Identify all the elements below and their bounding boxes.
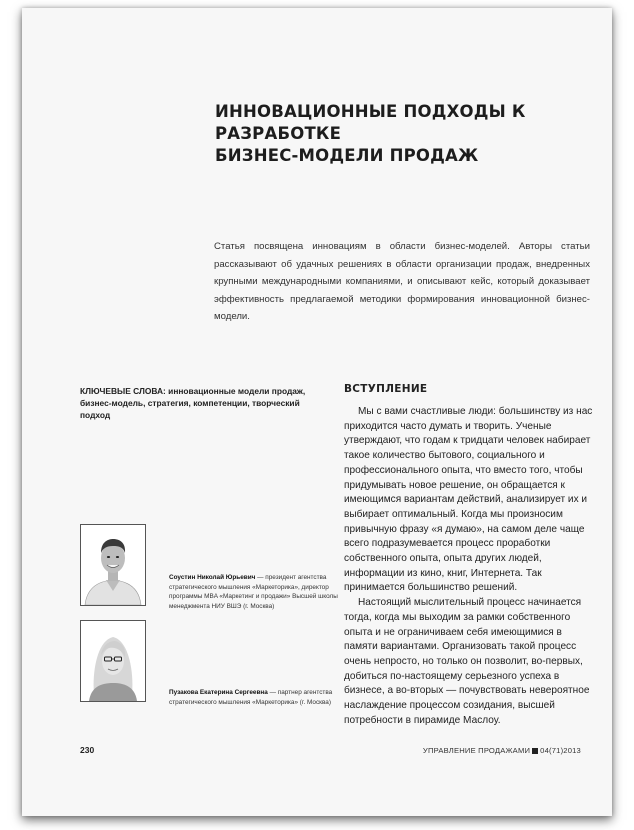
page-number: 230 <box>80 745 95 755</box>
article-abstract: Статья посвящена инновациям в области бизнес-моделей. Авторы статьи рассказывают об удачных решениях в области организации продаж, внедренных крупными международными компаниями, и описывают кейс, который доказывает эффективность предлагаемой методики формирования инновационной бизнес-модели. <box>214 241 590 323</box>
author-info-2 <box>169 688 339 707</box>
intro-paragraph-1: Мы с вами счастливые люди: большинству из нас приходится часто думать и творить. Ученые утверждают, что годам к тридцати человек набирает такое количество бытового, социального и профессионального опыта, что вместо того, чтобы придумывать новое решение, он обращается к имеющимся вариантам действий, анализирует их и выбирает оптимальный. Когда мы произносим привычную фразу «я думаю», на самом деле чаще всего подразумевается процесс проработки собственного опыта, опыта других людей, информации из кино, книг, Интернета. Так принимается большинство решений. <box>344 406 593 594</box>
intro-body <box>344 405 596 728</box>
author-photo-2 <box>80 620 146 702</box>
square-separator-icon <box>532 748 538 754</box>
author-photo-1 <box>80 524 146 606</box>
journal-name: УПРАВЛЕНИЕ ПРОДАЖАМИ <box>422 746 531 755</box>
keywords-block <box>80 385 330 421</box>
author-name-1: Соустин Николай Юрьевич <box>169 574 256 581</box>
intro-paragraph-2: Настоящий мыслительный процесс начинается тогда, когда мы выходим за рамки собственного опыта и не ограничиваем себя имеющимися в памяти вариантами. Организовать такой процесс очень непросто, но только он позволит, во-первых, добиться по-настоящему серьезного успеха в бизнесе, а во-вторых — почувствовать невероятное наслаждение процессом созидания, высшей потребности в пирамиде Маслоу. <box>344 597 590 726</box>
article-title-line-1: ИННОВАЦИОННЫЕ ПОДХОДЫ К РАЗРАБОТКЕ <box>215 102 526 143</box>
journal-footer <box>423 746 581 755</box>
journal-issue: 04(71)2013 <box>540 746 581 755</box>
author-bio-2: — партнер агентства стратегического мышления «Маркеторика» (г. Москва) <box>169 689 333 706</box>
keywords-text: инновационные модели продаж, бизнес-модель, стратегия, компетенции, творческий подход <box>80 386 306 420</box>
section-heading-intro: ВСТУПЛЕНИЕ <box>344 383 428 395</box>
article-title-line-2: БИЗНЕС-МОДЕЛИ ПРОДАЖ <box>215 146 479 165</box>
author-bio-1: — президент агентства стратегического мышления «Маркеторика», директор программы MBA «Маркетинг и продажи» Высшей школы менеджмента НИУ ВШЭ (г. Москва) <box>169 574 338 610</box>
author-portrait-male-icon <box>81 525 145 605</box>
author-info-1 <box>169 573 339 611</box>
author-portrait-female-icon <box>81 621 145 701</box>
keywords-label: КЛЮЧЕВЫЕ СЛОВА: <box>80 386 166 396</box>
article-title <box>215 101 595 167</box>
journal-page <box>22 8 612 816</box>
author-name-2: Пузакова Екатерина Сергеевна <box>169 689 268 696</box>
